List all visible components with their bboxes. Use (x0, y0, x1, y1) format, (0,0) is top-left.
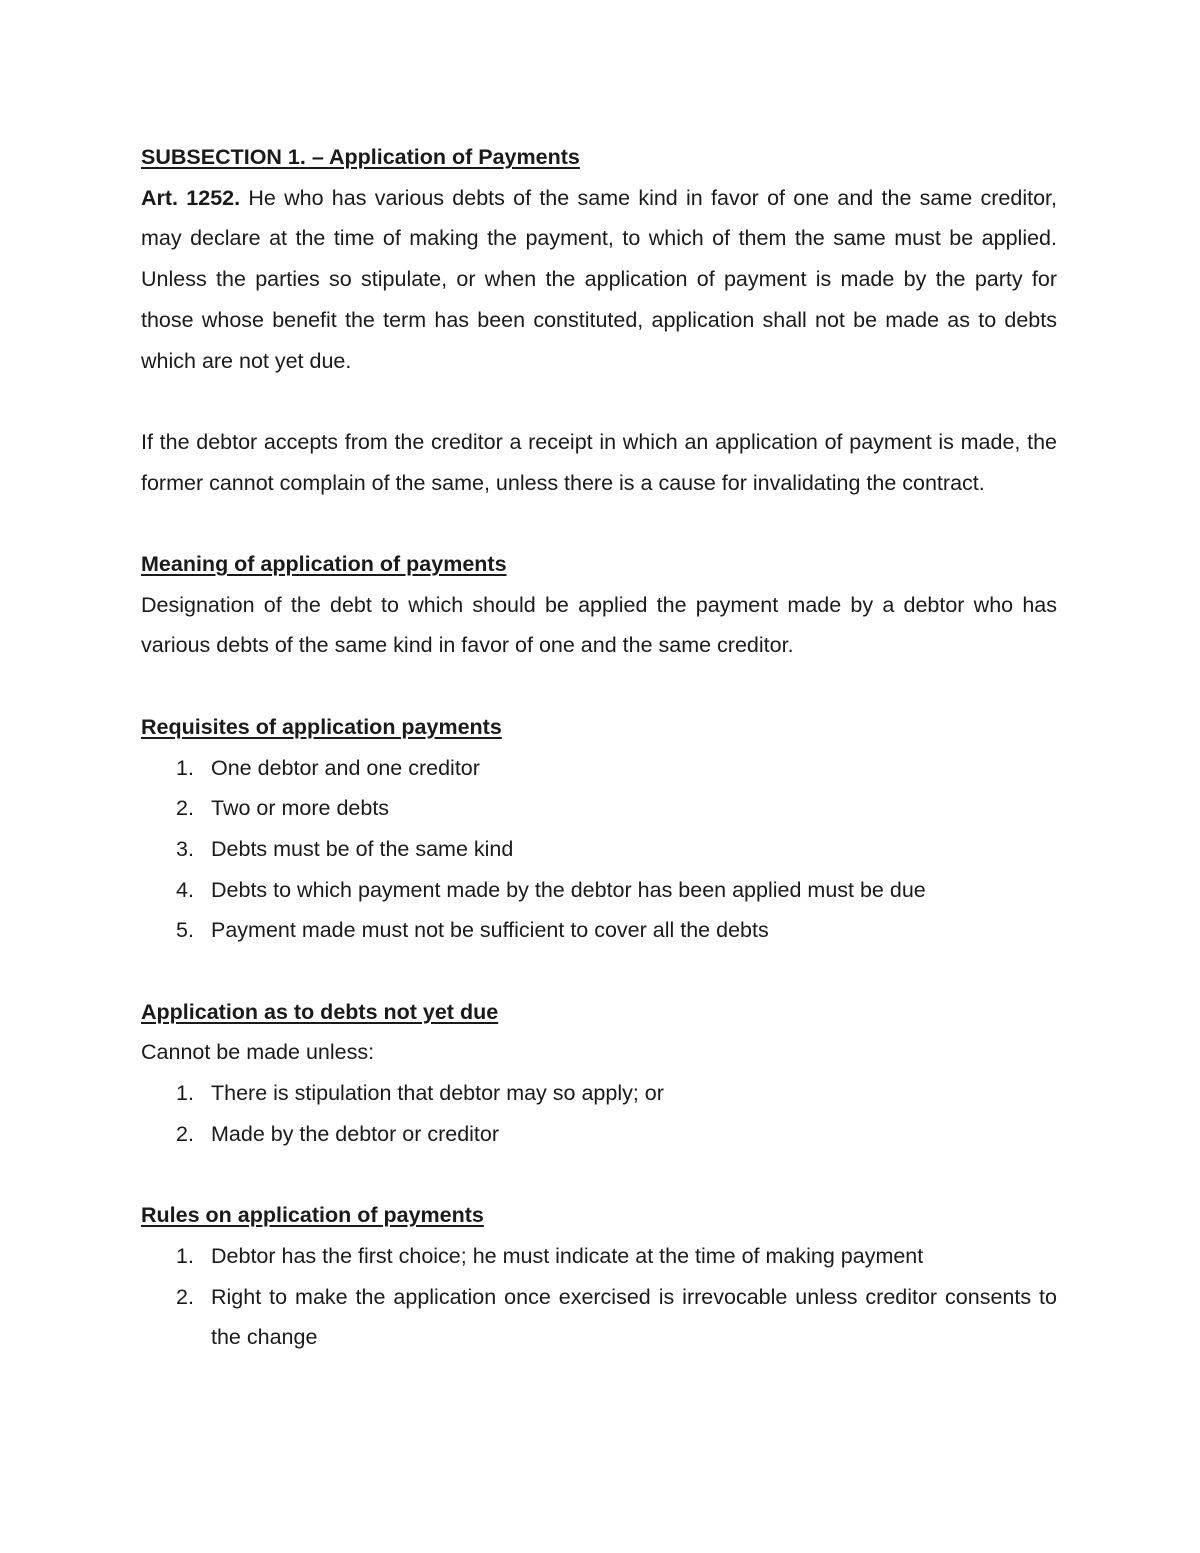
rules-list (141, 1236, 1057, 1358)
not-yet-due-list (141, 1073, 1057, 1154)
list-item (141, 1236, 1057, 1277)
list-text: Right to make the application once exercised is irrevocable unless creditor consents to the change (211, 1284, 1057, 1350)
list-text: Made by the debtor or creditor (211, 1121, 500, 1146)
list-number: 3. (176, 836, 194, 861)
list-item (141, 1073, 1057, 1114)
meaning-text: Designation of the debt to which should be applied the payment made by a debtor who has various debts of the same kind in favor of one and the same creditor. (141, 592, 1057, 658)
list-number: 1. (176, 755, 194, 780)
requisites-list (141, 748, 1057, 952)
blank-line (141, 503, 1057, 544)
not-yet-due-heading: Application as to debts not yet due (141, 999, 499, 1024)
list-text: Debtor has the first choice; he must indicate at the time of making payment (211, 1243, 924, 1268)
list-text: There is stipulation that debtor may so apply; or (211, 1081, 664, 1106)
list-item (141, 748, 1057, 789)
list-number: 1. (176, 1081, 194, 1106)
list-text: Two or more debts (211, 796, 390, 821)
list-item (141, 1277, 1057, 1358)
blank-line (141, 1155, 1057, 1196)
list-number: 2. (176, 796, 194, 821)
list-text: One debtor and one creditor (211, 755, 480, 780)
not-yet-due-intro: Cannot be made unless: (141, 1040, 375, 1065)
rules-heading: Rules on application of payments (141, 1203, 484, 1228)
article-text: He who has various debts of the same kind in favor of one and the same creditor, may declare at the time of making the payment, to which of them the same must be applied. Unless the parties so stipulate, or when the application of payment is made by the party for those whose benefit the term has been constituted, application shall not be made as to debts which are not yet due. (141, 185, 1057, 373)
article-1252-paragraph (141, 178, 1057, 382)
article-label: Art. 1252. (141, 185, 241, 210)
blank-line (141, 666, 1057, 707)
list-item (141, 1114, 1057, 1155)
blank-line (141, 381, 1057, 422)
document-page (141, 137, 1057, 1358)
list-text: Debts must be of the same kind (211, 836, 514, 861)
blank-line (141, 951, 1057, 992)
list-text: Payment made must not be sufficient to cover all the debts (211, 918, 769, 943)
meaning-heading: Meaning of application of payments (141, 552, 507, 576)
list-number: 1. (176, 1243, 194, 1268)
list-item (141, 910, 1057, 951)
list-text: Debts to which payment made by the debtor has been applied must be due (211, 877, 926, 902)
subsection-title: SUBSECTION 1. – Application of Payments (141, 145, 580, 169)
list-item (141, 788, 1057, 829)
requisites-heading: Requisites of application payments (141, 714, 502, 739)
list-number: 2. (176, 1121, 194, 1146)
list-item (141, 870, 1057, 911)
list-number: 4. (176, 877, 194, 902)
receipt-paragraph: If the debtor accepts from the creditor a receipt in which an application of payment is made, the former cannot complain of the same, unless there is a cause for invalidating the contract. (141, 429, 1057, 495)
list-number: 2. (176, 1284, 194, 1309)
list-item (141, 829, 1057, 870)
list-number: 5. (176, 918, 194, 943)
